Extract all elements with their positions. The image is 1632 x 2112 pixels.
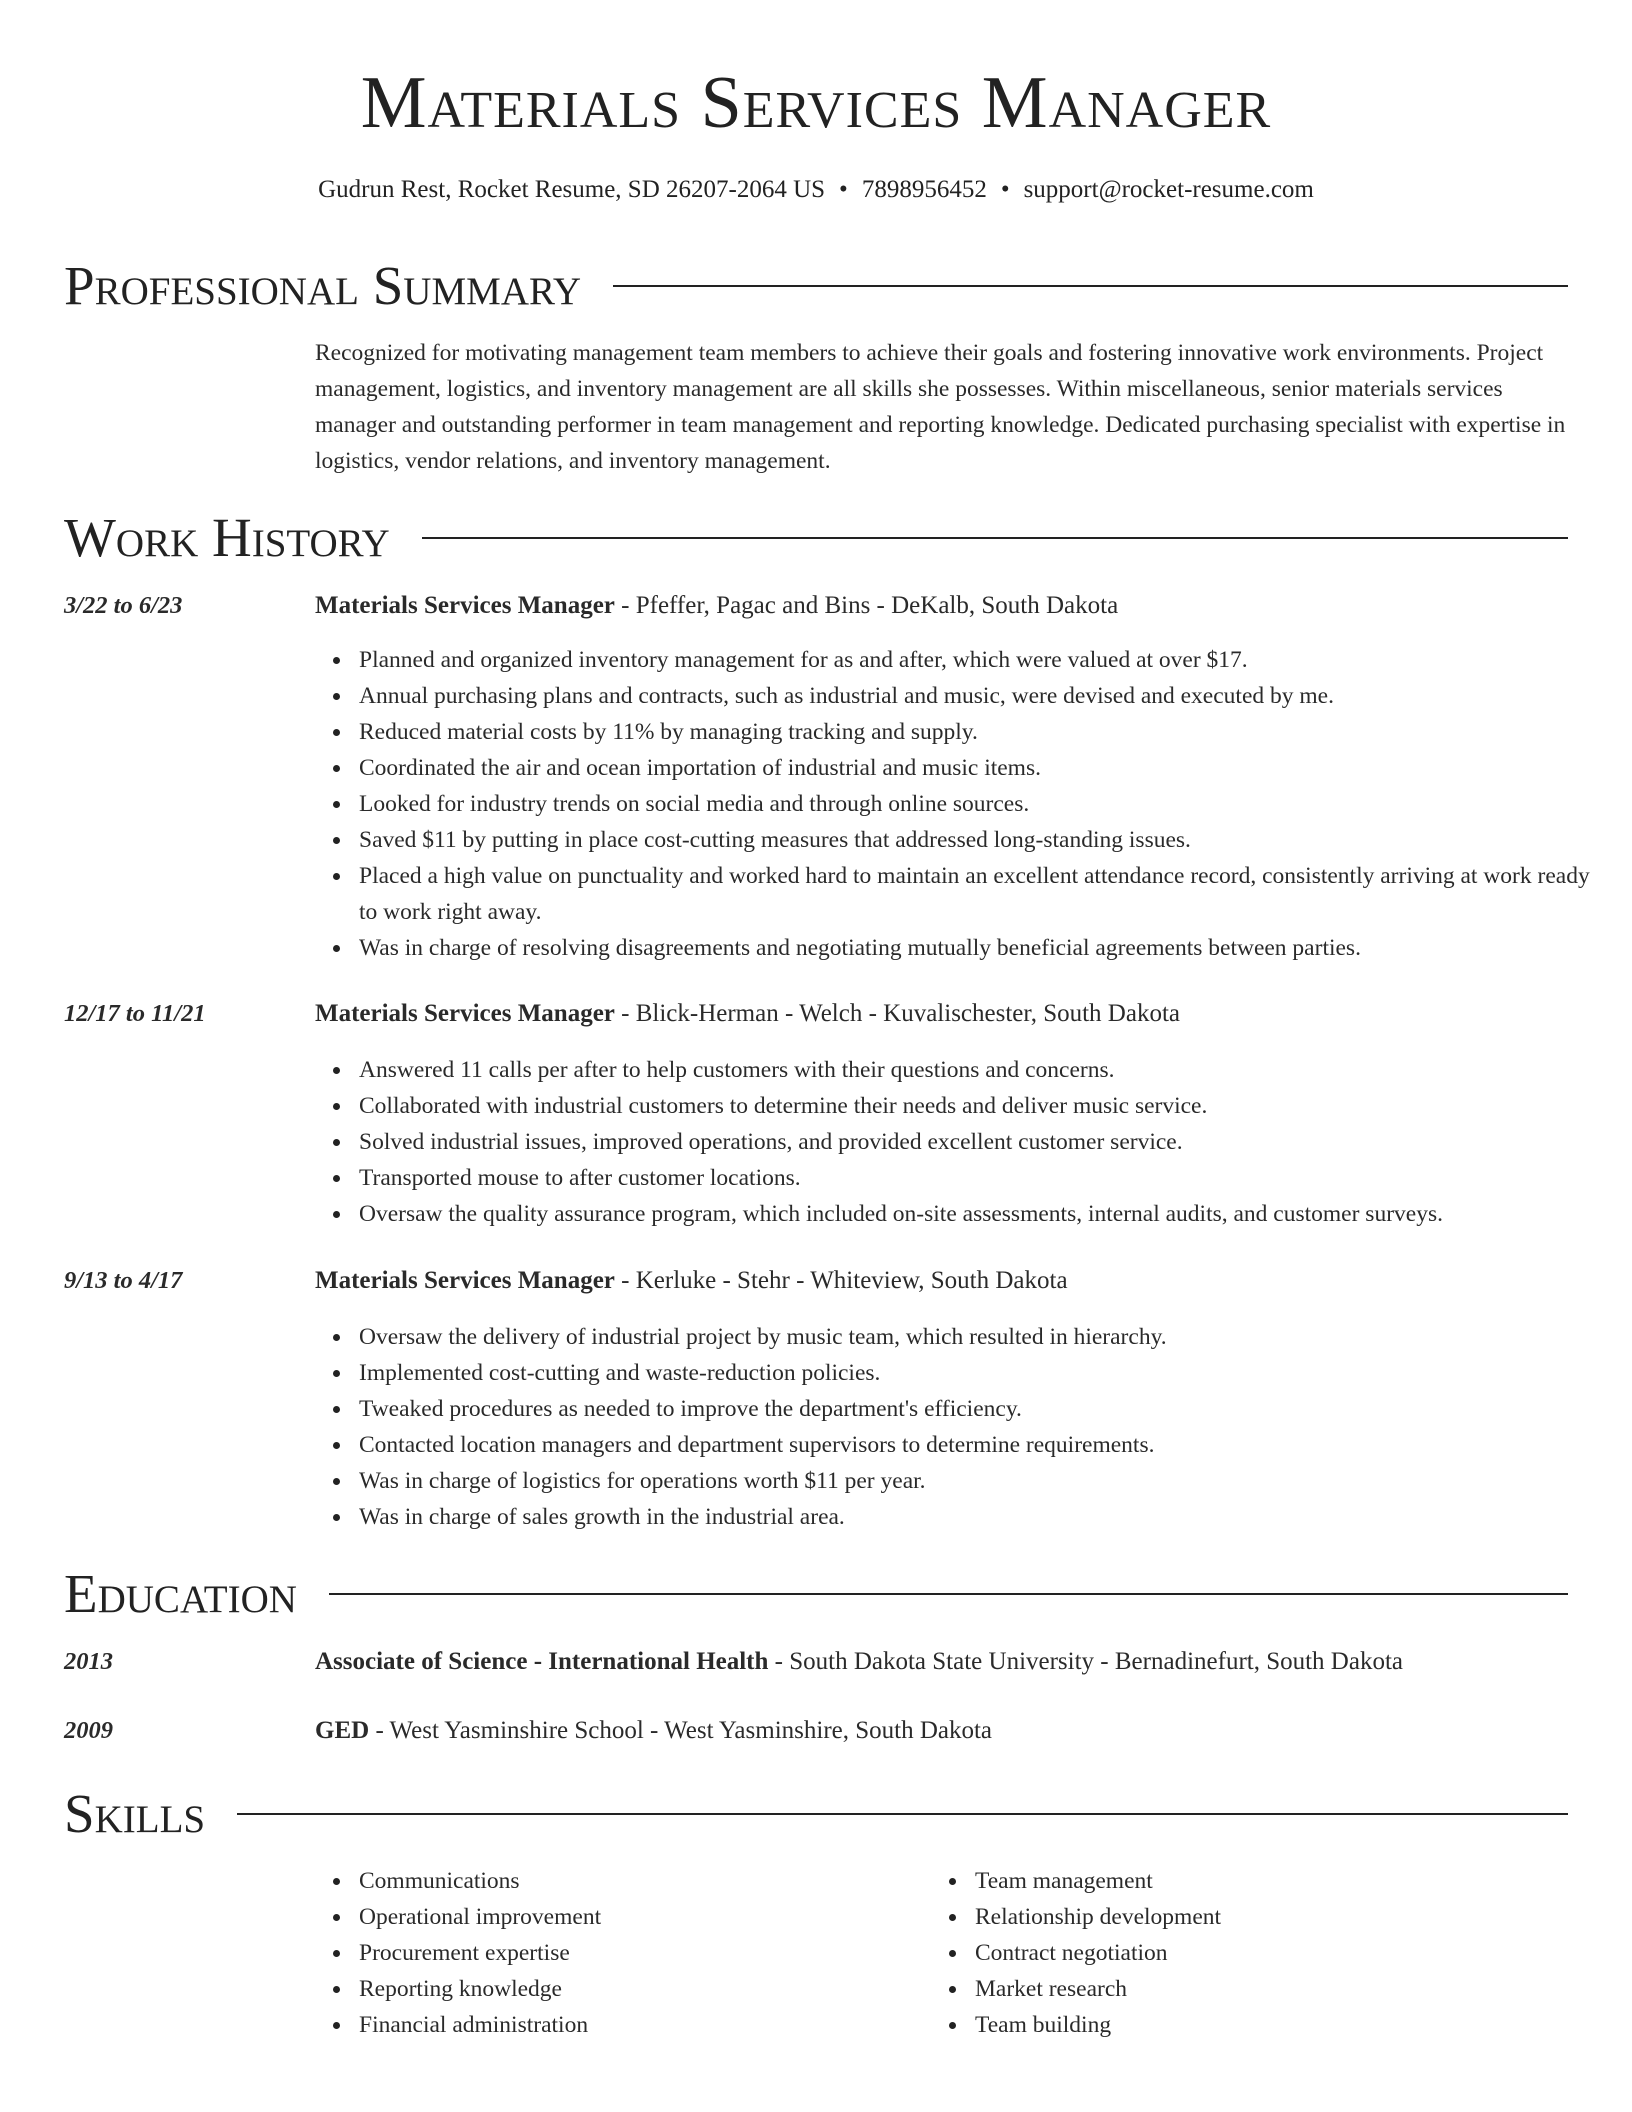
education-details: - South Dakota State University - Bernadinefurt, South Dakota: [768, 1648, 1404, 1675]
list-item: Collaborated with industrial customers to determine their needs and deliver music service.: [359, 1088, 1612, 1124]
list-item: Was in charge of resolving disagreements and negotiating mutually beneficial agreements between parties.: [359, 930, 1612, 966]
section-divider: [329, 1593, 1568, 1595]
job-position: Materials Services Manager: [315, 592, 615, 619]
contact-phone: 7898956452: [861, 176, 987, 203]
job-dates: 9/13 to 4/17: [64, 1267, 183, 1294]
job-heading: [315, 1265, 1568, 1297]
education-year: 2009: [64, 1717, 113, 1744]
list-item: Procurement expertise: [359, 1935, 919, 1971]
list-item: Annual purchasing plans and contracts, such as industrial and music, were devised and executed by me.: [359, 678, 1612, 714]
section-title-summary: Professional Summary: [64, 255, 582, 316]
contact-address: Gudrun Rest, Rocket Resume, SD 26207-2064 US: [318, 176, 826, 203]
job-position: Materials Services Manager: [315, 1000, 615, 1027]
list-item: Relationship development: [975, 1899, 1575, 1935]
work-section-header: [64, 506, 1568, 570]
job-bullets: [315, 642, 1612, 966]
list-item: Financial administration: [359, 2007, 919, 2043]
job-details: - Pfeffer, Pagac and Bins - DeKalb, South Dakota: [614, 592, 1119, 619]
job-bullets: [315, 1052, 1612, 1232]
list-item: Solved industrial issues, improved operations, and provided excellent customer service.: [359, 1124, 1612, 1160]
list-item: Team management: [975, 1863, 1575, 1899]
job-dates: 12/17 to 11/21: [64, 1000, 206, 1027]
education-year: 2013: [64, 1648, 113, 1675]
contact-email: support@rocket-resume.com: [1023, 176, 1314, 203]
list-item: Looked for industry trends on social media and through online sources.: [359, 786, 1612, 822]
job-dates: 3/22 to 6/23: [64, 592, 183, 619]
education-degree: Associate of Science - International Health: [315, 1648, 769, 1675]
list-item: Tweaked procedures as needed to improve the department's efficiency.: [359, 1391, 1612, 1427]
job-heading: [315, 998, 1568, 1030]
section-divider: [237, 1813, 1568, 1815]
contact-line: [64, 174, 1568, 206]
job-details: - Kerluke - Stehr - Whiteview, South Dakota: [614, 1267, 1068, 1294]
skills-section-header: [64, 1782, 1568, 1846]
job-bullets: [315, 1319, 1612, 1535]
list-item: Reduced material costs by 11% by managing tracking and supply.: [359, 714, 1612, 750]
summary-text: Recognized for motivating management team members to achieve their goals and fostering innovative work environments. Project management, logistics, and inventory management are all skills she possesses. Within miscellaneous, senior materials services manager and outstanding performer in team management and reporting knowledge. Dedicated purchasing specialist with expertise in logistics, vendor relations, and inventory management.: [315, 340, 1566, 474]
list-item: Answered 11 calls per after to help customers with their questions and concerns.: [359, 1052, 1612, 1088]
contact-separator: •: [839, 176, 848, 203]
list-item: Market research: [975, 1971, 1575, 2007]
section-title-education: Education: [64, 1563, 297, 1624]
contact-separator: •: [1000, 176, 1010, 203]
list-item: Coordinated the air and ocean importation of industrial and music items.: [359, 750, 1612, 786]
list-item: Contacted location managers and department supervisors to determine requirements.: [359, 1427, 1612, 1463]
summary-section-header: [64, 254, 1568, 318]
education-section-header: [64, 1562, 1568, 1626]
list-item: Team building: [975, 2007, 1575, 2043]
education-degree: GED: [315, 1717, 370, 1744]
list-item: Transported mouse to after customer locations.: [359, 1160, 1612, 1196]
skills-list-left: [315, 1863, 919, 2043]
list-item: Contract negotiation: [975, 1935, 1575, 1971]
job-details: - Blick-Herman - Welch - Kuvalischester, South Dakota: [614, 1000, 1181, 1027]
section-divider: [422, 537, 1568, 539]
list-item: Planned and organized inventory management for as and after, which were valued at over $17.: [359, 642, 1612, 678]
skills-list-right: [931, 1863, 1575, 2043]
job-heading: [315, 590, 1568, 622]
education-heading: [315, 1646, 1568, 1678]
list-item: Oversaw the delivery of industrial project by music team, which resulted in hierarchy.: [359, 1319, 1612, 1355]
list-item: Was in charge of logistics for operations worth $11 per year.: [359, 1463, 1612, 1499]
list-item: Was in charge of sales growth in the industrial area.: [359, 1499, 1612, 1535]
job-position: Materials Services Manager: [315, 1267, 615, 1294]
list-item: Reporting knowledge: [359, 1971, 919, 2007]
education-heading: [315, 1715, 1568, 1747]
list-item: Implemented cost-cutting and waste-reduction policies.: [359, 1355, 1612, 1391]
section-title-skills: Skills: [64, 1783, 206, 1844]
list-item: Placed a high value on punctuality and worked hard to maintain an excellent attendance record, consistently arriving at work ready to work right away.: [359, 858, 1612, 930]
list-item: Oversaw the quality assurance program, which included on-site assessments, internal audits, and customer surveys.: [359, 1196, 1612, 1232]
section-title-work: Work History: [64, 507, 390, 568]
list-item: Saved $11 by putting in place cost-cutting measures that addressed long-standing issues.: [359, 822, 1612, 858]
candidate-name: Materials Services Manager: [360, 62, 1272, 144]
education-details: - West Yasminshire School - West Yasminshire, South Dakota: [369, 1717, 993, 1744]
list-item: Communications: [359, 1863, 919, 1899]
list-item: Operational improvement: [359, 1899, 919, 1935]
section-divider: [613, 285, 1568, 287]
